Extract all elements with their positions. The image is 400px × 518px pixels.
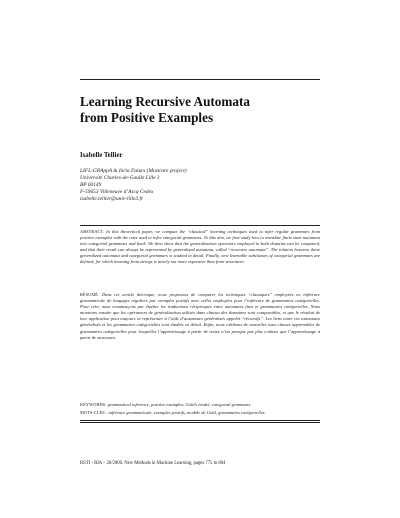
footer-citation: RSTI - RIA – 20/2006. New Methods in Machine Learning, pages 775 to 804: [80, 461, 226, 466]
abstract: [80, 229, 320, 266]
author-affiliation: [80, 168, 320, 203]
keywords-text: grammatical inference, positive examples, Gold’s model, categorial grammars.: [107, 402, 252, 407]
author-name: Isabelle Tellier: [80, 152, 123, 159]
mots-cles-label: MOTS-CLÉS :: [80, 410, 108, 415]
keywords-label: KEYWORDS:: [80, 402, 107, 407]
keywords: [80, 402, 320, 408]
mots-cles-text: inférence grammaticale, exemples positifs, modèle de Gold, grammaires catégorielles.: [108, 410, 266, 415]
mots-cles: [80, 410, 320, 416]
resume-label: RÉSUMÉ.: [80, 292, 100, 297]
author-email: isabelle.tellier@univ-lille3.fr: [80, 196, 144, 203]
abstract-text: In this theoretical paper, we compute the “classical” learning techniques used to infer regular grammars from positive examples with the ones used to infer categorial grammars. To this aim, we first study how to translate finite state automata into categorial grammars and back. We then show that the generalization operators employed in both domains can be compared, and that their result can always be represented by generalized automata, called “recursive automata”. The relation between these generalized automata and categorial grammars is studied in detail. Finally, new learnable subclasses of categorial grammars are defined, for which learning from strings is nearly not more expensive than from structures.: [80, 229, 320, 265]
abstract-bottom-rule: [80, 420, 320, 421]
abstract-top-rule: [80, 225, 320, 226]
resume: [80, 292, 320, 341]
resume-text: Dans cet article théorique, nous proposons de comparer les techniques “classiques” employées en inférence grammaticale de langages réguliers par exemples positifs avec celles employées pour l’inférence de grammaires catégorielles. Pour cela, nous commençons par étudier les traductions réciproques entre automates finis et grammaires catégorielles. Nous montrons ensuite que les opérateurs de généralisation utilisés dans chacun des domaines sont comparables, et que le résultat de leur application peut toujours se représenter à l’aide d’automates généralisés appelés “récursifs”. Les liens entre ces automates généralisés et les grammaires catégorielles sont étudiés en détail. Enfin, nous exhibons de nouvelles sous-classes apprenables de grammaires catégorielles pour lesquelles l’apprentissage à partir de textes n’est presque pas plus coûteux que l’apprentissage à partir de structures.: [80, 292, 321, 340]
affiliation-line-4: F-59653 Villeneuve d’Ascq Cedex: [80, 189, 154, 196]
affiliation-line-2: Université Charles-de-Gaulle Lille 3: [80, 175, 160, 182]
paper-title: [80, 94, 320, 125]
title-line-1: Learning Recursive Automata: [80, 94, 250, 109]
abstract-label: ABSTRACT.: [80, 229, 105, 234]
title-line-2: from Positive Examples: [80, 109, 214, 125]
affiliation-line-3: BP 60149: [80, 182, 102, 189]
abstract-bottom-rule-2: [80, 422, 320, 423]
top-rule: [80, 79, 320, 80]
affiliation-line-1: LIFL-GRAppA & Inria Futurs (Mostrare project): [80, 168, 187, 174]
